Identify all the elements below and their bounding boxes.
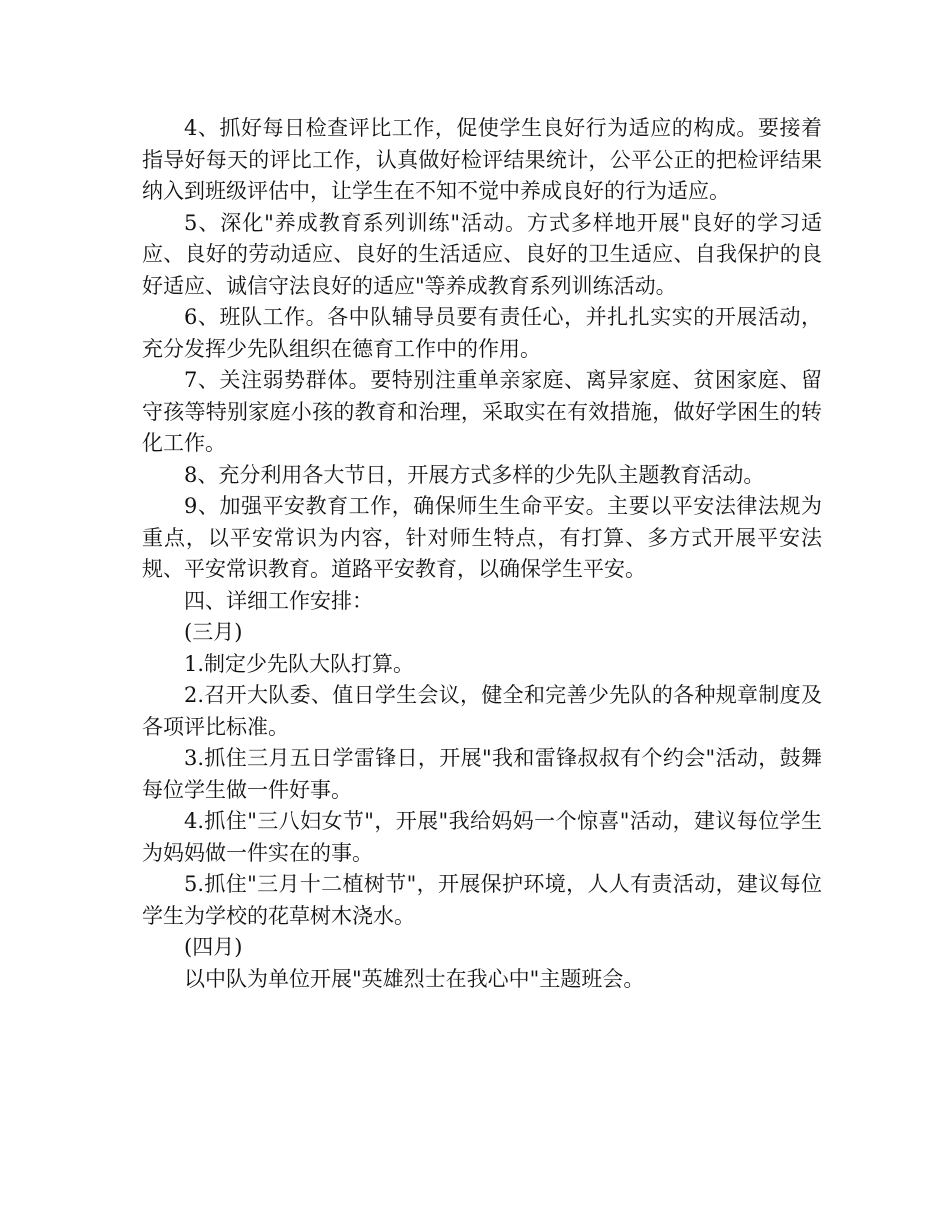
april-item-1: 以中队为单位开展"英雄烈士在我心中"主题班会。 [184,966,645,991]
paragraph-item-4-daily-inspection: 4、抓好每日检查评比工作，促使学生良好行为适应的构成。要接着指导好每天的评比工作，认真做好检评结果统计，公平公正的把检评结果纳入到班级评估中，让学生在不知不觉中养成良好的行为适应。 [142,116,822,203]
paragraph-item-7-vulnerable-groups: 7、关注弱势群体。要特别注重单亲家庭、离异家庭、贫困家庭、留守孩等特别家庭小孩的教育和治理，采取实在有效措施，做好学困生的转化工作。 [142,368,822,455]
month-heading-march: (三月) [184,620,243,644]
month-heading-april: (四月) [184,935,243,959]
document-page [142,113,822,995]
paragraph-item-8-festival-activities: 8、充分利用各大节日，开展方式多样的少先队主题教育活动。 [184,462,765,487]
march-item-3: 3.抓住三月五日学雷锋日，开展"我和雷锋叔叔有个约会"活动，鼓舞每位学生做一件好事。 [142,746,822,802]
paragraph-item-6-class-team-work: 6、班队工作。各中队辅导员要有责任心，并扎扎实实的开展活动，充分发挥少先队组织在德育工作中的作用。 [142,305,822,361]
march-item-2: 2.召开大队委、值日学生会议，健全和完善少先队的各种规章制度及各项评比标准。 [142,683,822,739]
section-heading-work-schedule: 四、详细工作安排： [184,588,373,613]
march-item-5: 5.抓住"三月十二植树节"，开展保护环境，人人有责活动，建议每位学生为学校的花草树木浇水。 [142,872,822,928]
paragraph-item-5-habit-training: 5、深化"养成教育系列训练"活动。方式多样地开展"良好的学习适应、良好的劳动适应、良好的生活适应、良好的卫生适应、自我保护的良好适应、诚信守法良好的适应"等养成教育系列训练活动。 [142,210,822,298]
march-item-4: 4.抓住"三八妇女节"，开展"我给妈妈一个惊喜"活动，建议每位学生为妈妈做一件实在的事。 [142,809,822,865]
paragraph-item-9-safety-education: 9、加强平安教育工作，确保师生生命平安。主要以平安法律法规为重点，以平安常识为内容，针对师生特点，有打算、多方式开展平安法规、平安常识教育。道路平安教育，以确保学生平安。 [142,494,822,581]
march-item-1: 1.制定少先队大队打算。 [184,651,415,676]
